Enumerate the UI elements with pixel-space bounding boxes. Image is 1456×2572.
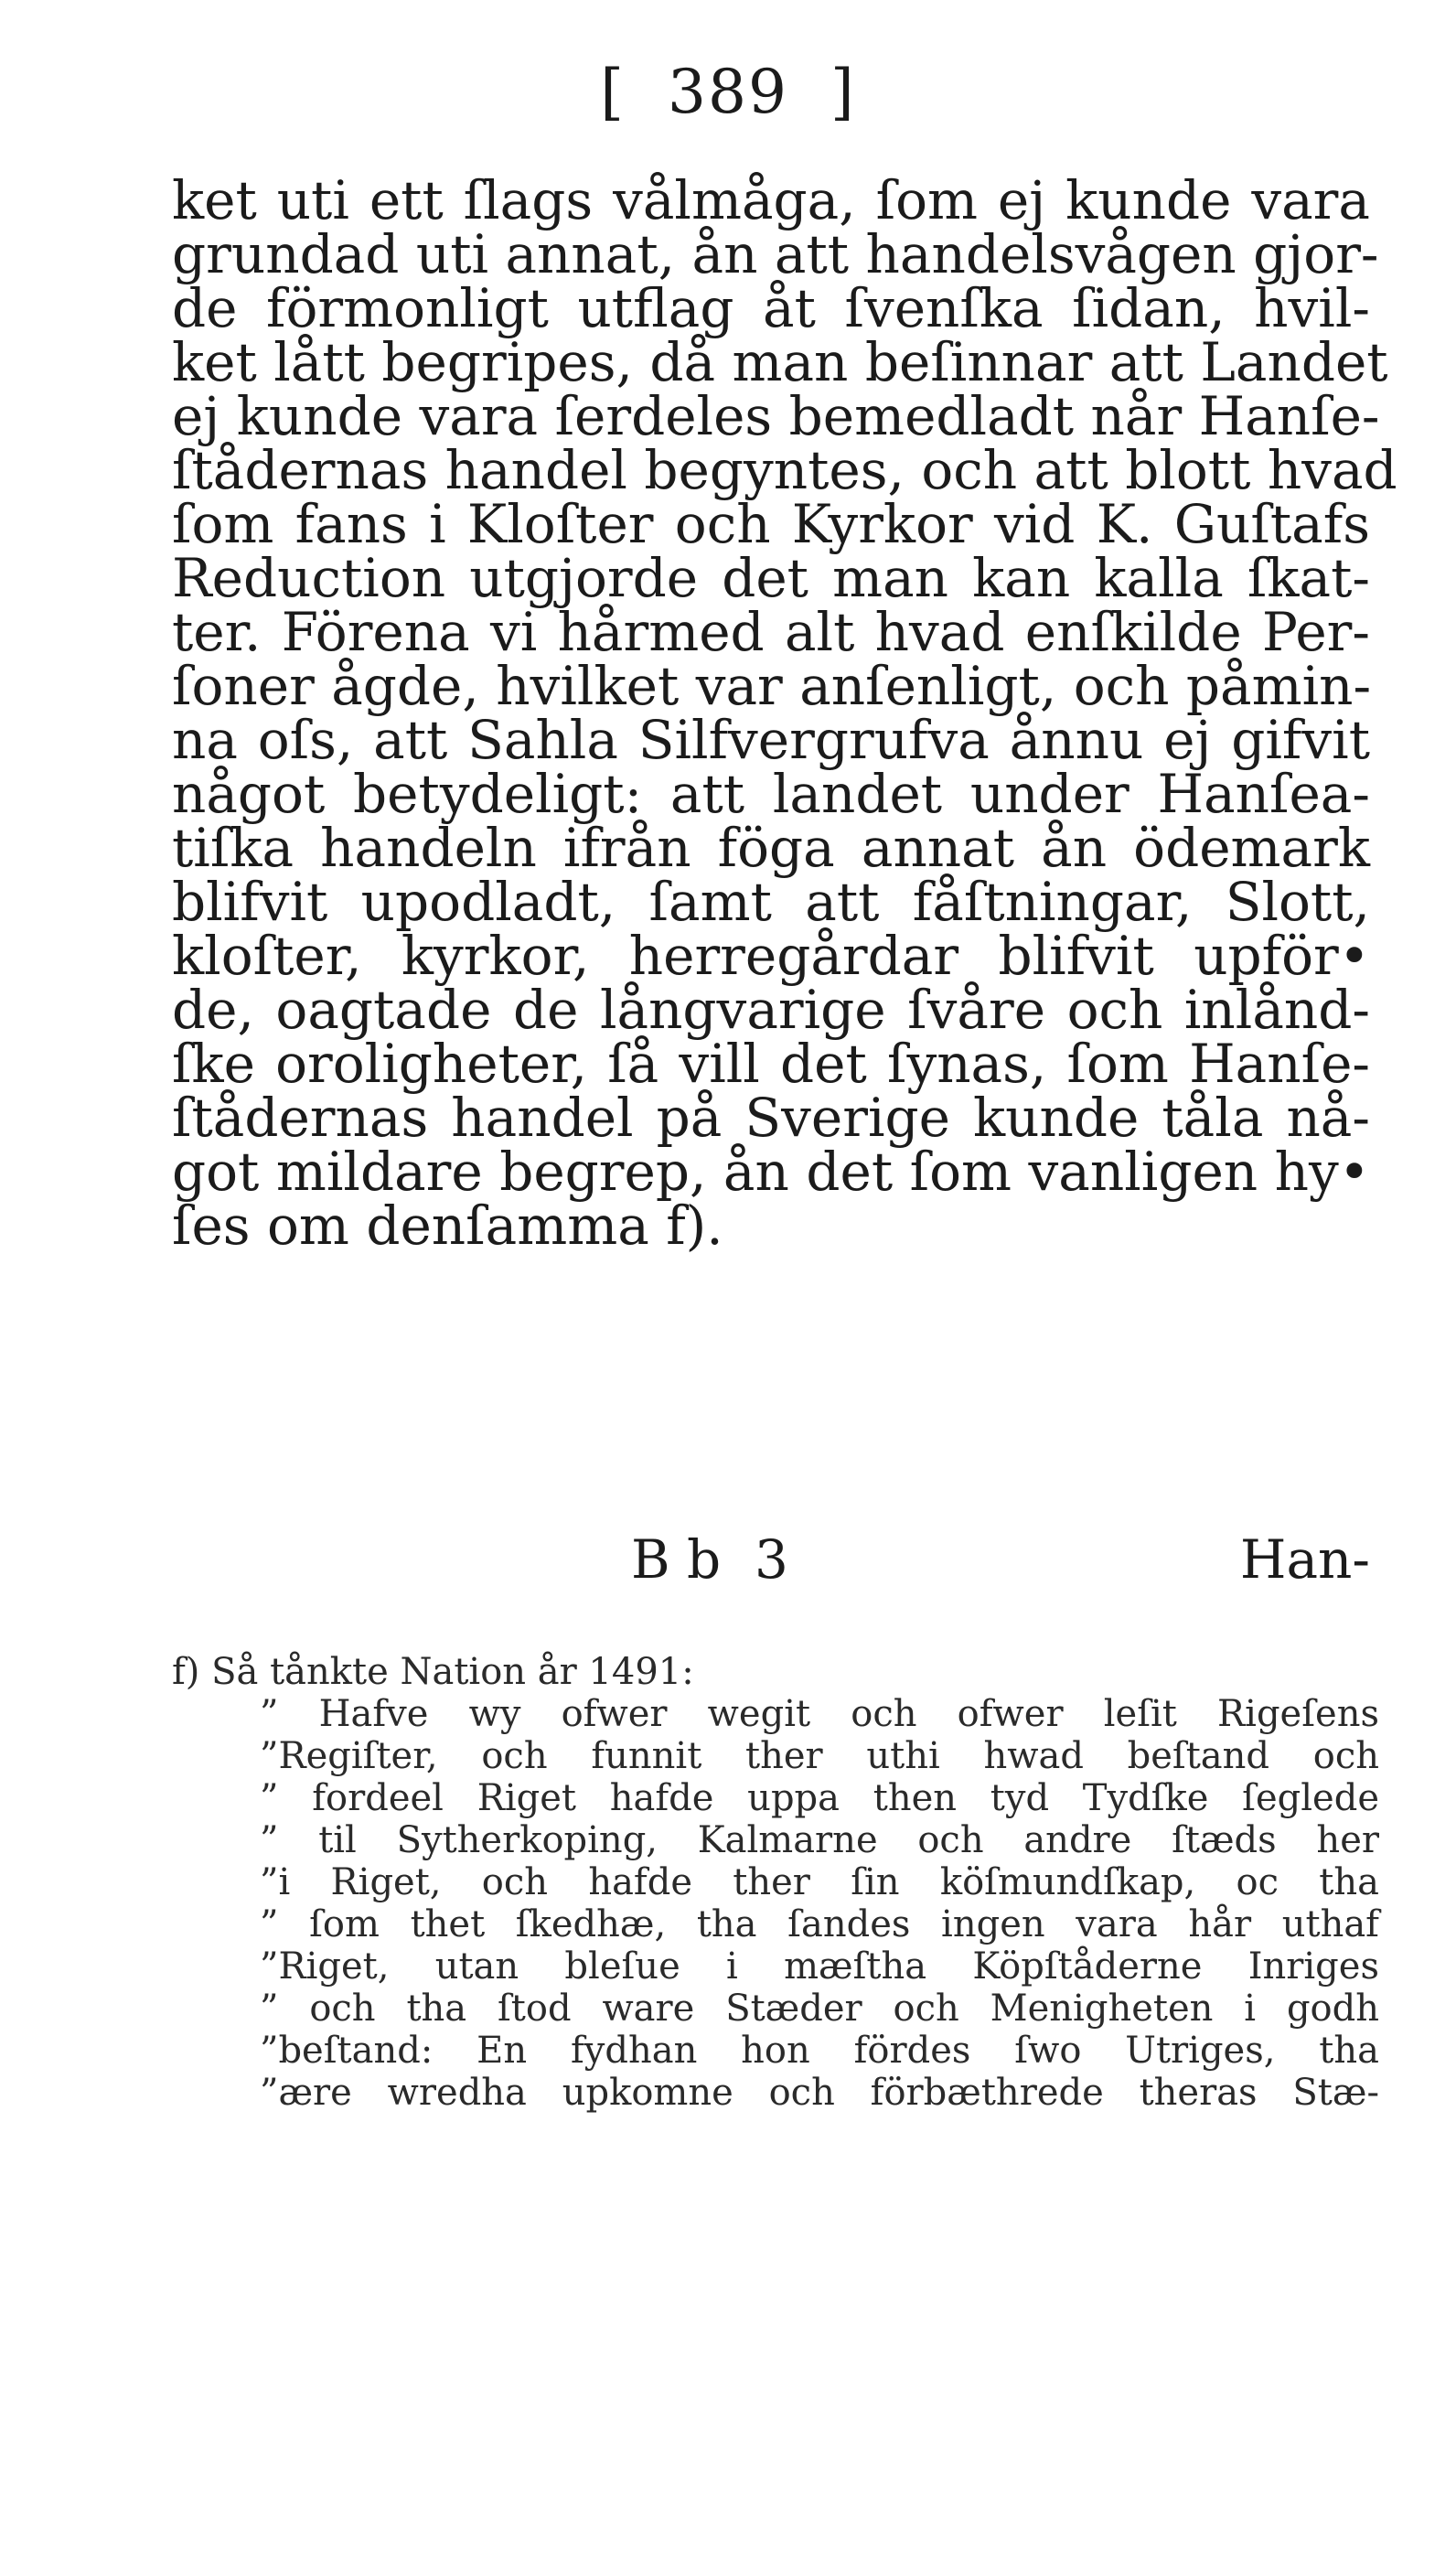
body-line: kloſter, kyrkor, herregårdar blifvit upför• [172, 925, 1370, 987]
body-line: ſoner ågde, hvilket var anſenligt, och påmin- [172, 655, 1372, 717]
body-line: de, oagtade de långvarige ſvåre och inlånd- [172, 979, 1370, 1041]
body-line: ſes om denſamma f). [172, 1195, 723, 1257]
footnote-line: ”i Riget, och hafde ther ſin köſmundſkap, oc tha [260, 1861, 1379, 1903]
body-line: ſke oroligheter, ſå vill det ſynas, ſom Hanſe- [172, 1033, 1370, 1095]
footnote [172, 1651, 1379, 2114]
footnote-line: ”ære wredha upkomne och förbæthrede theras Stæ- [260, 2072, 1379, 2114]
body-line: got mildare begrep, ån det ſom vanligen hy• [172, 1141, 1370, 1203]
footnote-line: ” til Sytherkoping, Kalmarne och andre ſtæds her [260, 1819, 1379, 1861]
body-line: ter. Förena vi hårmed alt hvad enſkilde Per- [172, 601, 1370, 663]
footnote-line: ”Regiſter, och funnit ther uthi hwad beſtand och [260, 1735, 1379, 1777]
catchword: Han- [1239, 1528, 1370, 1591]
body-line: na oſs, att Sahla Silfvergrufva ånnu ej gifvit [172, 709, 1370, 771]
footnote-line: ” Hafve wy ofwer wegit och ofwer leſit Rigeſens [260, 1693, 1379, 1735]
body-line: ej kunde vara ſerdeles bemedladt når Hanſe- [172, 385, 1380, 447]
body-line: grundad uti annat, ån att handelsvågen gjor- [172, 223, 1379, 285]
footnote-line: ” ſom thet ſkedhæ, tha ſandes ingen vara hår uthaf [260, 1903, 1379, 1945]
body-line: något betydeligt: att landet under Hanſea- [172, 763, 1370, 825]
footnote-line: ” och tha ſtod ware Stæder och Menigheten i godh [260, 1988, 1379, 2030]
body-line: tiſka handeln ifrån föga annat ån ödemark [172, 817, 1370, 879]
body-text [172, 169, 1397, 1257]
signature-mark: B b 3 [631, 1528, 788, 1591]
body-line: ket uti ett ſlags vålmåga, ſom ej kunde vara [172, 169, 1370, 231]
page-number: [ 389 ] [600, 57, 856, 127]
body-line: ſtådernas handel begyntes, och att blott hvad [172, 439, 1397, 501]
body-line: blifvit upodladt, ſamt att fåſtningar, Slott, [172, 871, 1370, 933]
body-line: Reduction utgjorde det man kan kalla ſkat- [172, 547, 1370, 609]
signature-row [172, 1530, 1370, 1589]
footnote-line: ”Riget, utan bleſue i mæſtha Köpſtåderne Inriges [260, 1945, 1379, 1988]
body-line: ſtådernas handel på Sverige kunde tåla nå- [172, 1087, 1370, 1149]
footnote-intro: f) Så tånkte Nation år 1491: [172, 1651, 694, 1693]
body-line: ſom fans i Kloſter och Kyrkor vid K. Guſtafs [172, 493, 1370, 555]
body-line: ket lått begripes, då man beſinnar att Landet [172, 331, 1388, 393]
body-line: de förmonligt utflag åt ſvenſka ſidan, hvil- [172, 277, 1370, 339]
footnote-line: ” fordeel Riget hafde uppa then tyd Tydſke ſeglede [260, 1777, 1379, 1819]
footnote-line: ”beſtand: En fydhan hon fördes ſwo Utriges, tha [260, 2030, 1379, 2072]
